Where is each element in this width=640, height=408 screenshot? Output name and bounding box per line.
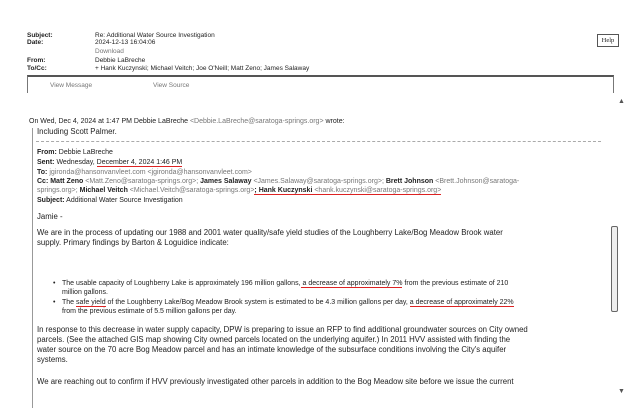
quoted-sent: Sent: Wednesday, December 4, 2024 1:46 PM (37, 159, 183, 166)
paragraph-1-line: supply. Primary findings by Barton & Loguidice indicate: (37, 238, 229, 247)
quoted-to: To: jgironda@hansonvanvleet.com <jgironda@hansonvanvleet.com> (37, 169, 252, 176)
tocc-value[interactable]: + Hank Kuczynski; Michael Veitch; Joe O'Neill; Matt Zeno; James Salaway (95, 65, 310, 72)
from-value: Debbie LaBreche (95, 57, 146, 64)
divider (36, 141, 601, 142)
quoted-cc: Cc: Matt Zeno <Matt.Zeno@saratoga-springs.org>; James Salaway <James.Salaway@saratoga-springs.org>; Brett Johnson <Brett.Johnson@saratoga- (37, 178, 520, 185)
view-tabs (27, 75, 614, 93)
including-line: Including Scott Palmer. (37, 127, 117, 136)
download-link[interactable]: Download (95, 48, 124, 55)
scrollbar-thumb[interactable] (611, 226, 618, 312)
quoted-subject: Subject: Additional Water Source Investigation (37, 197, 183, 204)
paragraph-3-line: We are reaching out to confirm if HVV previously investigated other parcels in addition to the Bog Meadow site before we issue the current (37, 377, 514, 386)
from-label: From: (27, 57, 46, 64)
quoted-cc-cont: springs.org>; Michael Veitch <Michael.Veitch@saratoga-springs.org>; Hank Kuczynski <hank.kuczynski@saratoga-springs.org> (37, 187, 442, 194)
greeting: Jamie - (37, 212, 63, 221)
bullet-2: The safe yield of the Loughberry Lake/Bog Meadow Brook system is estimated to be 4.3 million gallons per day, a decrease of approximately 22% (62, 299, 514, 306)
tab-view-message[interactable]: View Message (50, 82, 93, 89)
paragraph-1-line: We are in the process of updating our 1988 and 2001 water quality/safe yield studies of the Loughberry Lake/Bog Meadow Brook water (37, 228, 503, 237)
bullet-1: The usable capacity of Loughberry Lake is approximately 196 million gallons, a decrease of approximately 7% from the previous estimate of 210 (62, 280, 509, 287)
date-value: 2024-12-13 16:04:06 (95, 39, 156, 46)
subject-value: Re: Additional Water Source Investigation (95, 32, 215, 39)
quoted-from: From: Debbie LaBreche (37, 149, 113, 156)
tab-view-source[interactable]: View Source (153, 82, 190, 89)
paragraph-2-line: parcels. (See the attached GIS map showing City owned parcels located on the underlying aquifer.) In 2011 HVV assisted with finding the (37, 335, 511, 344)
scroll-down-icon[interactable]: ▼ (618, 388, 625, 395)
bullet-1-cont: million gallons. (62, 289, 108, 296)
quote-border (32, 128, 33, 408)
bullet-icon: • (53, 280, 56, 287)
bullet-icon: • (53, 299, 56, 306)
paragraph-2-line: In response to this decrease in water supply capacity, DPW is preparing to issue an RFP to find additional groundwater sources on City owned (37, 325, 528, 334)
subject-label: Subject: (27, 32, 53, 39)
paragraph-2-line: water source on the 70 acre Bog Meadow parcel and has an intimate knowledge of the subsurface conditions involving the City's aquifer (37, 345, 507, 354)
wrote-line: On Wed, Dec 4, 2024 at 1:47 PM Debbie LaBreche <Debbie.LaBreche@saratoga-springs.org> wrote: (29, 118, 345, 125)
date-label: Date: (27, 39, 44, 46)
bullet-2-cont: from the previous estimate of 5.5 million gallons per day. (62, 308, 237, 315)
paragraph-2-line: systems. (37, 355, 68, 364)
scroll-up-icon[interactable]: ▲ (618, 98, 625, 105)
help-button[interactable]: Help (597, 34, 619, 47)
tocc-label: To/Cc: (27, 65, 47, 72)
